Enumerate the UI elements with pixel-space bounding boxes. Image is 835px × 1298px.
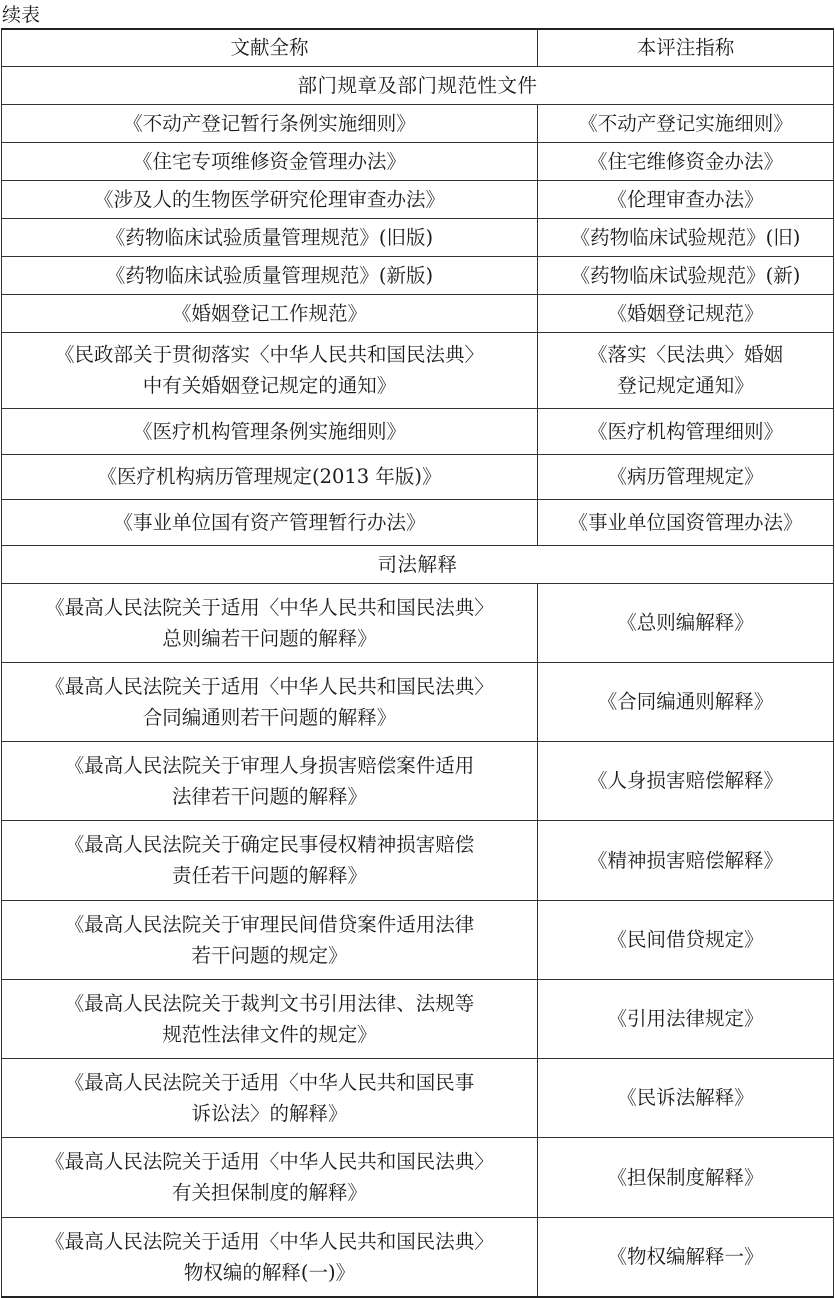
cell-full-name — [2, 820, 538, 900]
cell-full-name — [2, 142, 538, 180]
cell-short-name — [538, 1217, 834, 1297]
cell-short-name — [538, 900, 834, 979]
cell-full-name — [2, 180, 538, 218]
cell-line: 规范性法律文件的规定》 — [162, 1022, 377, 1046]
table-row — [2, 1217, 834, 1297]
table-row — [2, 499, 834, 545]
cell-line: 《事业单位国有资产管理暂行办法》 — [113, 510, 426, 534]
cell-line: 有关担保制度的解释》 — [171, 1181, 367, 1204]
table-row — [2, 900, 834, 979]
cell-full-name — [2, 294, 538, 332]
table-row — [2, 1058, 834, 1137]
cell-line: 《最高人民法院关于适用〈中华人民共和国民法典〉 — [45, 1150, 494, 1173]
table-row — [2, 1137, 834, 1217]
cell-line: 《药物临床试验规范》(新) — [570, 263, 801, 287]
table-body — [2, 29, 834, 1297]
cell-full-name — [2, 662, 538, 741]
section-title: 部门规章及部门规范性文件 — [2, 66, 834, 104]
section-row — [2, 545, 834, 583]
cell-line: 《引用法律规定》 — [607, 1007, 764, 1030]
cell-line: 中有关婚姻登记规定的通知》 — [142, 374, 397, 397]
cell-line: 《住宅专项维修资金管理办法》 — [132, 149, 406, 173]
cell-line: 责任若干问题的解释》 — [171, 864, 367, 887]
cell-short-name — [538, 979, 834, 1058]
cell-full-name — [2, 256, 538, 294]
cell-full-name — [2, 1217, 538, 1297]
cell-line: 《伦理审查办法》 — [607, 187, 764, 211]
cell-line: 《不动产登记暂行条例实施细则》 — [123, 111, 416, 135]
cell-short-name — [538, 454, 834, 499]
cell-full-name — [2, 104, 538, 142]
cell-short-name — [538, 142, 834, 180]
section-row — [2, 66, 834, 104]
table-row — [2, 662, 834, 741]
table-row — [2, 979, 834, 1058]
cell-line: 《民政部关于贯彻落实〈中华人民共和国民法典〉 — [54, 343, 484, 366]
table-row — [2, 820, 834, 900]
table-caption: 续表 — [2, 4, 41, 26]
cell-line: 《最高人民法院关于审理人身损害赔偿案件适用 — [64, 753, 475, 777]
cell-full-name — [2, 979, 538, 1058]
cell-line: 物权编的解释(一)》 — [183, 1260, 356, 1284]
cell-short-name — [538, 1058, 834, 1137]
cell-line: 《药物临床试验质量管理规范》(新版) — [105, 263, 434, 287]
cell-short-name — [538, 583, 834, 662]
table-row — [2, 454, 834, 499]
cell-full-name — [2, 408, 538, 454]
cell-short-name — [538, 408, 834, 454]
cell-line: 《病历管理规定》 — [607, 465, 764, 488]
cell-line: 法律若干问题的解释》 — [171, 784, 367, 808]
cell-line: 总则编若干问题的解释》 — [162, 626, 377, 650]
cell-line: 《医疗机构管理条例实施细则》 — [132, 419, 406, 443]
cell-short-name — [538, 820, 834, 900]
cell-line: 《总则编解释》 — [617, 611, 754, 634]
header-short-name: 本评注指称 — [538, 29, 834, 66]
cell-line: 《婚姻登记规范》 — [607, 301, 764, 325]
section-title: 司法解释 — [2, 545, 834, 583]
cell-line: 登记规定通知》 — [617, 374, 754, 397]
cell-full-name — [2, 332, 538, 408]
header-row — [2, 29, 834, 66]
cell-line: 《婚姻登记工作规范》 — [171, 301, 367, 325]
table-row — [2, 294, 834, 332]
table-row — [2, 104, 834, 142]
cell-full-name — [2, 1137, 538, 1217]
cell-line: 《最高人民法院关于适用〈中华人民共和国民法典〉 — [45, 595, 494, 619]
cell-line: 《民间借贷规定》 — [607, 928, 764, 951]
cell-line: 《民诉法解释》 — [617, 1086, 754, 1109]
cell-line: 《精神损害赔偿解释》 — [587, 848, 783, 872]
cell-line: 《住宅维修资金办法》 — [587, 149, 783, 173]
cell-short-name — [538, 180, 834, 218]
cell-line: 《药物临床试验质量管理规范》(旧版) — [105, 225, 434, 249]
cell-line: 《物权编解释一》 — [607, 1245, 764, 1269]
cell-short-name — [538, 256, 834, 294]
table-row — [2, 741, 834, 820]
table-row — [2, 408, 834, 454]
cell-line: 《药物临床试验规范》(旧) — [570, 225, 801, 249]
table-row — [2, 218, 834, 256]
cell-line: 《最高人民法院关于适用〈中华人民共和国民法典〉 — [45, 1229, 494, 1253]
table-row — [2, 583, 834, 662]
table-row — [2, 180, 834, 218]
cell-line: 《不动产登记实施细则》 — [578, 111, 793, 135]
cell-line: 《落实〈民法典〉婚姻 — [587, 343, 783, 366]
cell-short-name — [538, 294, 834, 332]
header-full-name: 文献全称 — [2, 29, 538, 66]
cell-line: 《最高人民法院关于适用〈中华人民共和国民事 — [64, 1070, 475, 1094]
cell-full-name — [2, 583, 538, 662]
cell-line: 《最高人民法院关于裁判文书引用法律、法规等 — [64, 991, 475, 1015]
cell-short-name — [538, 332, 834, 408]
cell-short-name — [538, 662, 834, 741]
cell-short-name — [538, 499, 834, 545]
cell-line: 《人身损害赔偿解释》 — [587, 769, 783, 792]
cell-short-name — [538, 104, 834, 142]
cell-line: 《担保制度解释》 — [607, 1165, 764, 1189]
cell-line: 《合同编通则解释》 — [597, 690, 774, 713]
cell-line: 《最高人民法院关于审理民间借贷案件适用法律 — [64, 912, 475, 936]
cell-short-name — [538, 218, 834, 256]
cell-short-name — [538, 741, 834, 820]
cell-full-name — [2, 218, 538, 256]
table-row — [2, 332, 834, 408]
cell-line: 诉讼法〉的解释》 — [191, 1101, 348, 1125]
cell-full-name — [2, 741, 538, 820]
abbreviation-table — [1, 28, 834, 1298]
table-row — [2, 256, 834, 294]
cell-line: 若干问题的规定》 — [191, 943, 348, 967]
cell-short-name — [538, 1137, 834, 1217]
cell-line: 《涉及人的生物医学研究伦理审查办法》 — [93, 187, 445, 211]
table-row — [2, 142, 834, 180]
cell-line: 《最高人民法院关于确定民事侵权精神损害赔偿 — [64, 833, 475, 856]
cell-full-name — [2, 499, 538, 545]
cell-full-name — [2, 1058, 538, 1137]
cell-full-name — [2, 900, 538, 979]
cell-line: 《最高人民法院关于适用〈中华人民共和国民法典〉 — [45, 674, 494, 698]
cell-line: 《事业单位国资管理办法》 — [568, 510, 803, 534]
cell-line: 《医疗机构病历管理规定(2013 年版)》 — [97, 465, 442, 488]
cell-full-name — [2, 454, 538, 499]
cell-line: 合同编通则若干问题的解释》 — [142, 705, 397, 729]
cell-line: 《医疗机构管理细则》 — [587, 419, 783, 443]
